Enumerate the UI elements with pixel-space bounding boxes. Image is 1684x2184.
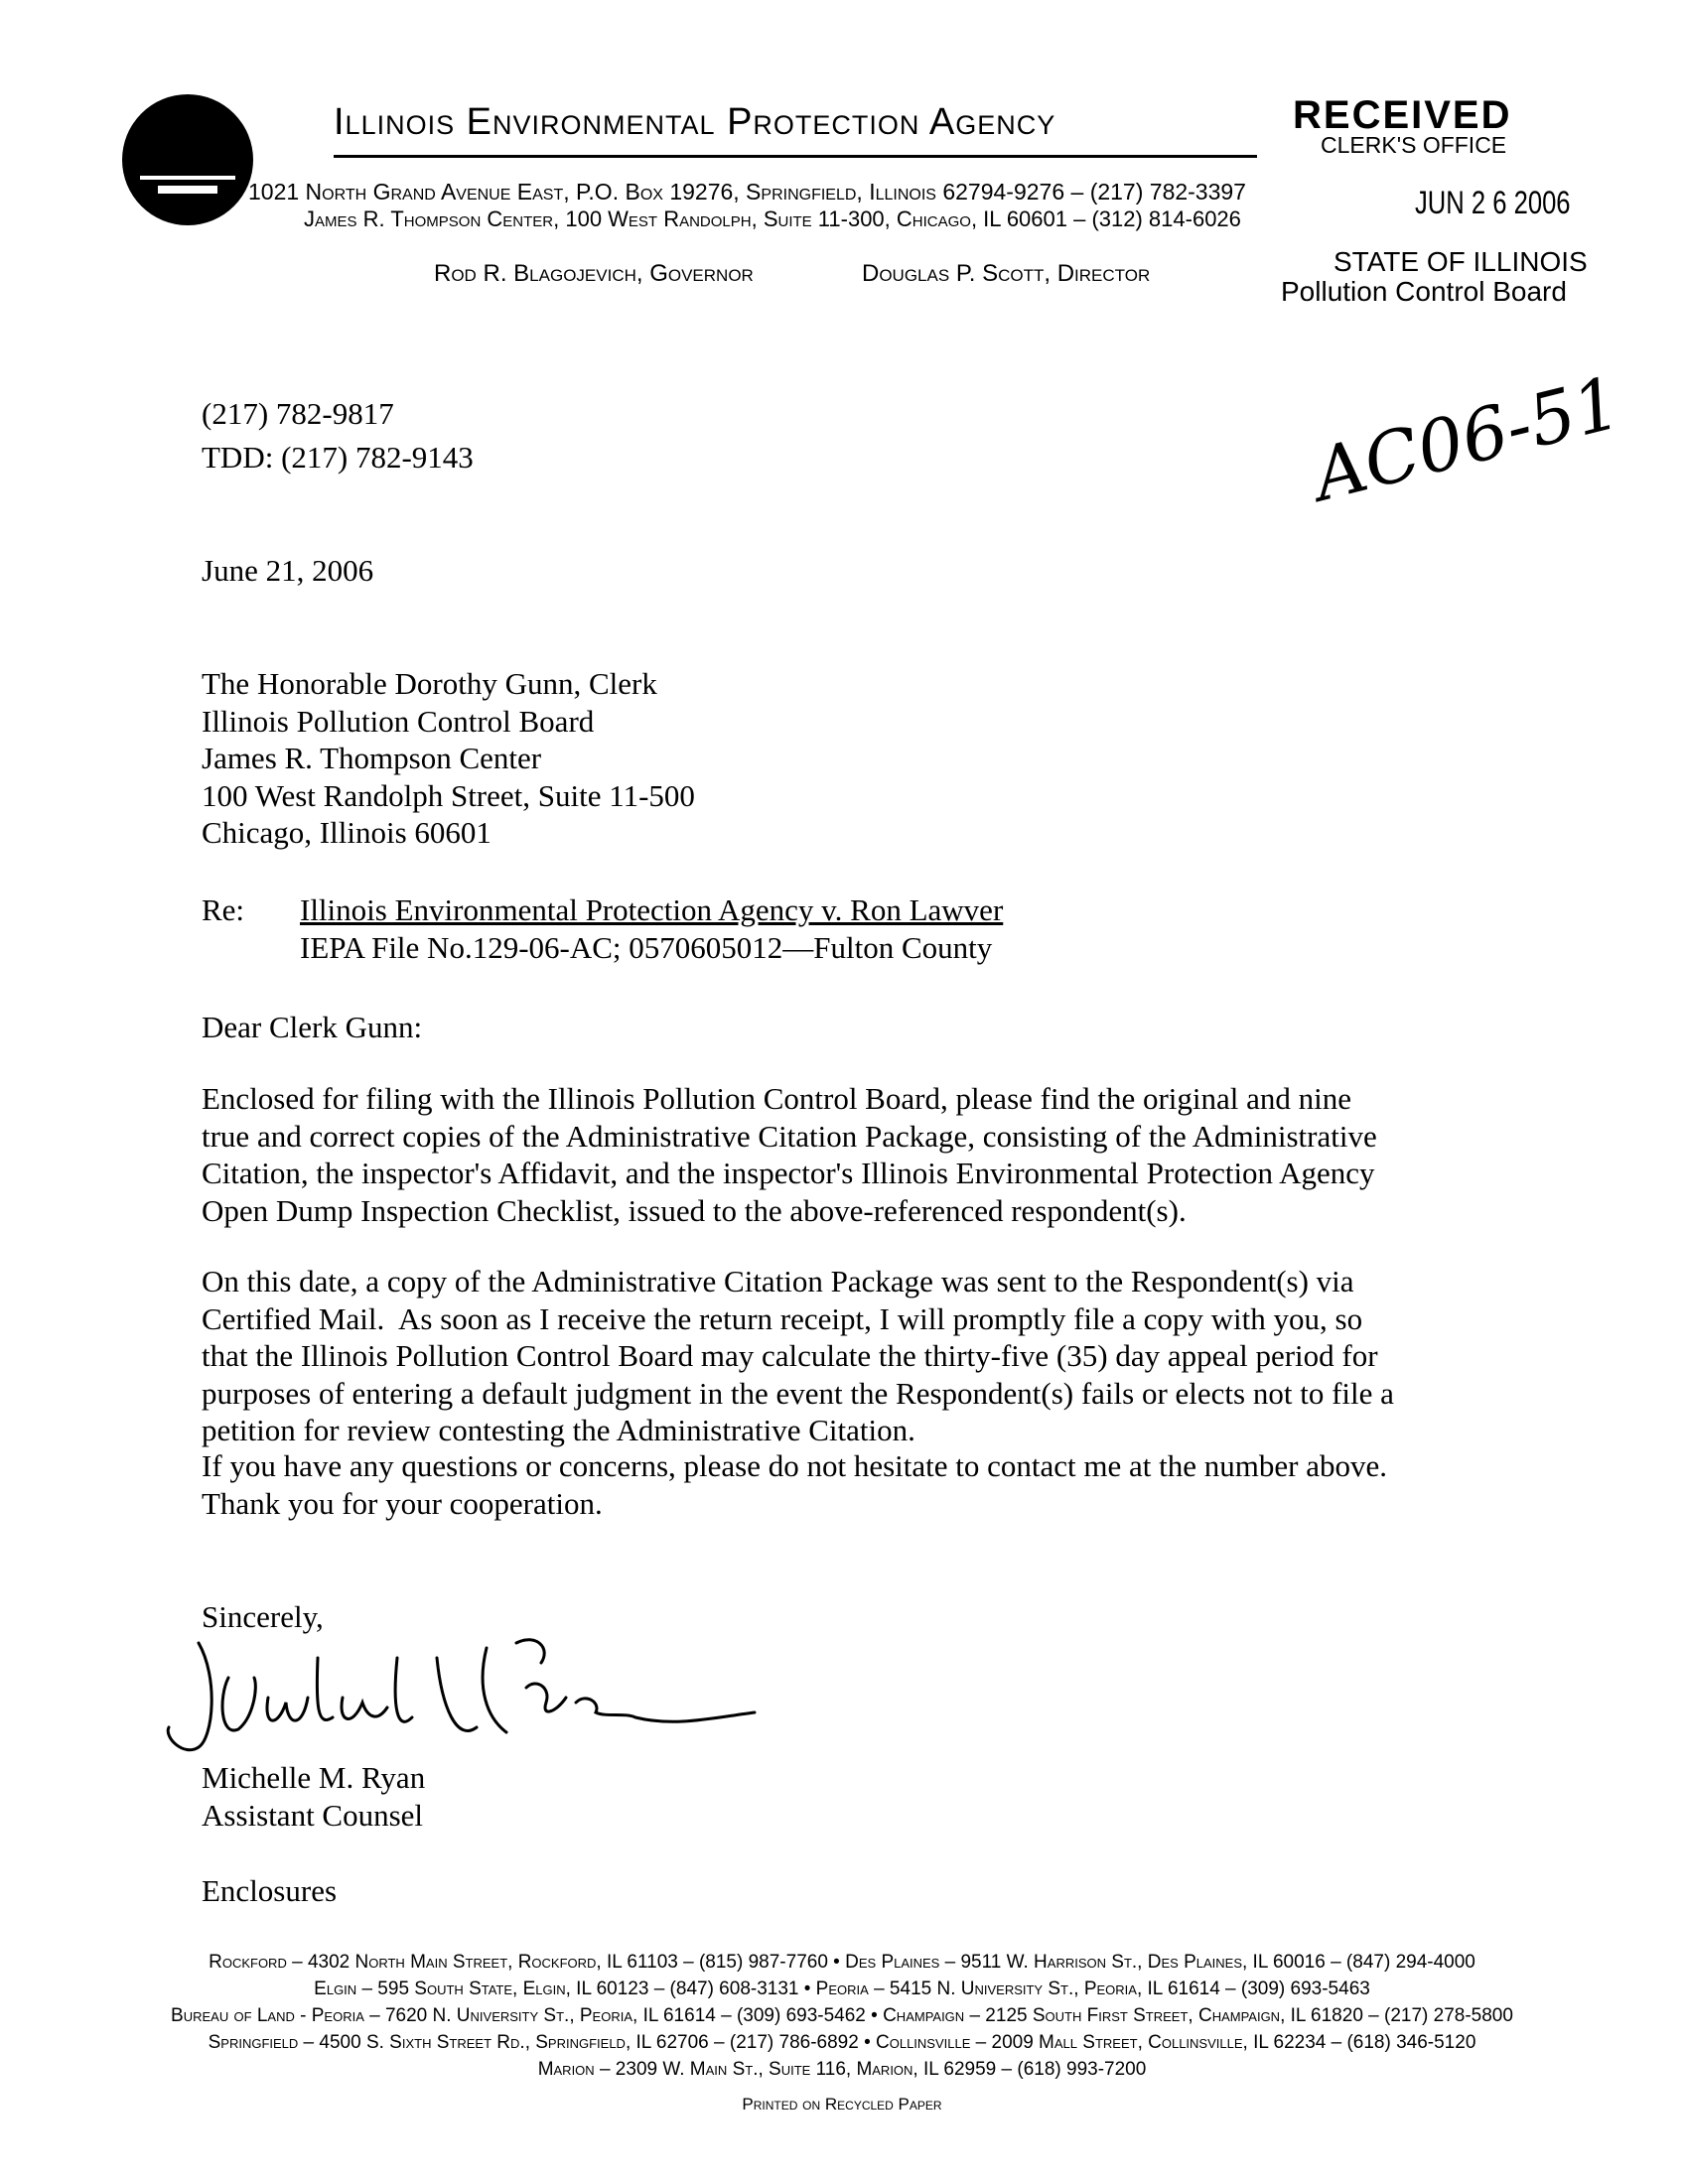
case-title: Illinois Environmental Protection Agency v. Ron Lawver — [300, 892, 1004, 927]
paragraph-3 — [202, 1447, 1387, 1522]
signer-block — [202, 1759, 425, 1834]
address-line-2: James R. Thompson Center, 100 West Randolph, Suite 11-300, Chicago, IL 60601 – (312) 814-6026 — [304, 206, 1241, 231]
recipient-address — [202, 665, 695, 852]
re-block — [300, 891, 1003, 966]
text-line: purposes of entering a default judgment in the event the Respondent(s) fails or elects not to file a — [202, 1375, 1394, 1411]
recipient-line: The Honorable Dorothy Gunn, Clerk — [202, 666, 657, 701]
office-line: Marion – 2309 W. Main St., Suite 116, Marion, IL 62959 – (618) 993-7200 — [537, 2059, 1147, 2080]
re-label: Re: — [202, 892, 245, 927]
file-number: IEPA File No.129-06-AC; 0570605012—Fulton County — [300, 929, 993, 965]
text-line: that the Illinois Pollution Control Board may calculate the thirty-five (35) day appeal period for — [202, 1338, 1378, 1373]
stamp-date: JUN 2 6 2006 — [1415, 185, 1571, 220]
enclosures: Enclosures — [202, 1873, 338, 1908]
text-line: On this date, a copy of the Administrative Citation Package was sent to the Respondent(s) via — [202, 1264, 1354, 1298]
recycled-note: Printed on Recycled Paper — [742, 2095, 942, 2114]
office-line: Elgin – 595 South State, Elgin, IL 60123 – (847) 608-3131 • Peoria – 5415 N. University St., Peoria, IL 61614 – (309) 693-5463 — [314, 1979, 1370, 1999]
closing: Sincerely, — [202, 1599, 324, 1634]
address-line-1: 1021 North Grand Avenue East, P.O. Box 19276, Springfield, Illinois 62794-9276 – (217) 782-3397 — [248, 179, 1246, 205]
agency-name: Illinois Environmental Protection Agency — [334, 101, 1056, 143]
agency-logo — [122, 94, 253, 225]
letter-date: June 21, 2006 — [202, 553, 374, 588]
recipient-line: Chicago, Illinois 60601 — [202, 815, 491, 850]
contact-block — [202, 395, 474, 476]
stamp-office: CLERK'S OFFICE — [1321, 132, 1507, 158]
recipient-line: 100 West Randolph Street, Suite 11-500 — [202, 777, 695, 813]
salutation: Dear Clerk Gunn: — [202, 1010, 423, 1044]
text-line: If you have any questions or concerns, please do not hesitate to contact me at the number above. — [202, 1448, 1387, 1483]
governor: Rod R. Blagojevich, Governor — [434, 260, 754, 287]
tdd: TDD: (217) 782-9143 — [202, 439, 474, 475]
footer-offices — [0, 1949, 1684, 2083]
office-line: Rockford – 4302 North Main Street, Rockford, IL 61103 – (815) 987-7760 • Des Plaines – 9511 W. Harrison St., Des Plaines, IL 60016 – (847) 294-4000 — [209, 1952, 1475, 1973]
text-line: true and correct copies of the Administrative Citation Package, consisting of the Administrative — [202, 1118, 1377, 1154]
text-line: Citation, the inspector's Affidavit, and the inspector's Illinois Environmental Protection Agency — [202, 1156, 1375, 1190]
text-line: Enclosed for filing with the Illinois Pollution Control Board, please find the original and nine — [202, 1081, 1352, 1116]
director: Douglas P. Scott, Director — [862, 260, 1151, 287]
office-line: Springfield – 4500 S. Sixth Street Rd., Springfield, IL 62706 – (217) 786-6892 • Collinsville – 2009 Mall Street, Collinsville, IL 62234 – (618) 346-5120 — [208, 2032, 1476, 2053]
text-line: Thank you for your cooperation. — [202, 1485, 603, 1521]
paragraph-1 — [202, 1080, 1377, 1229]
recipient-line: Illinois Pollution Control Board — [202, 703, 595, 739]
handwritten-case-number: AC06-51 — [1305, 360, 1629, 517]
text-line: Open Dump Inspection Checklist, issued to the above-referenced respondent(s). — [202, 1192, 1187, 1228]
paragraph-2 — [202, 1263, 1394, 1449]
header-divider — [334, 155, 1257, 158]
recipient-line: James R. Thompson Center — [202, 741, 542, 775]
signer-title: Assistant Counsel — [202, 1797, 424, 1833]
signer-name: Michelle M. Ryan — [202, 1760, 426, 1795]
text-line: petition for review contesting the Administrative Citation. — [202, 1413, 915, 1447]
text-line: Certified Mail. As soon as I receive the return receipt, I will promptly file a copy with you, so — [202, 1300, 1363, 1336]
received-stamp: RECEIVED — [1293, 93, 1512, 137]
signature — [159, 1618, 794, 1767]
phone: (217) 782-9817 — [202, 396, 394, 431]
stamp-state: STATE OF ILLINOIS — [1333, 246, 1588, 277]
office-line: Bureau of Land - Peoria – 7620 N. University St., Peoria, IL 61614 – (309) 693-5462 • Champaign – 2125 South First Street, Champaign, IL 61820 – (217) 278-5800 — [171, 2005, 1513, 2026]
stamp-board: Pollution Control Board — [1281, 276, 1567, 307]
